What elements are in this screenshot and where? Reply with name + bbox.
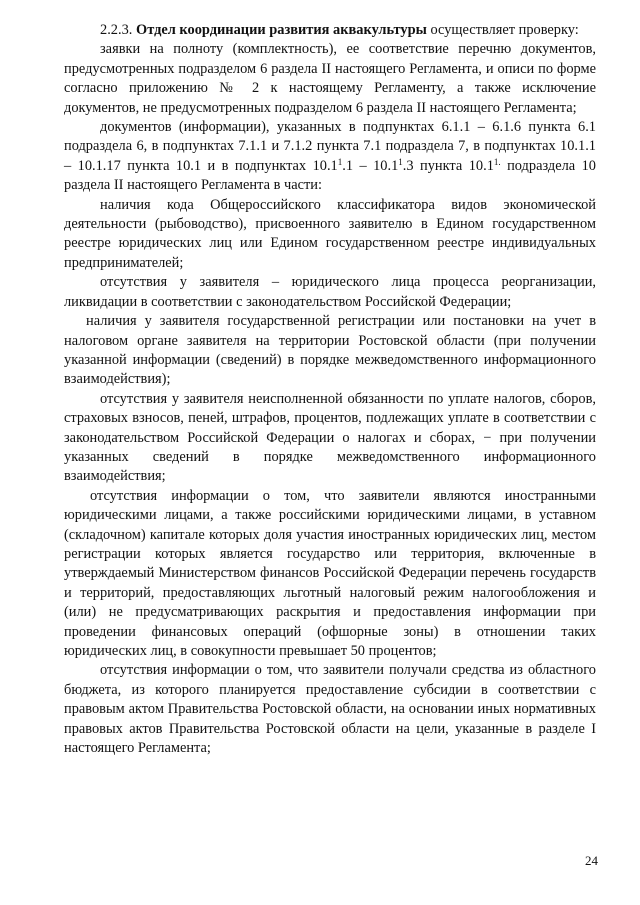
- paragraph-state-registration: наличия у заявителя государственной регистрации или постановки на учет в налоговом органе заявителя на территории Ростовской области (при получении указанной информации (сведений) в порядке межведомственного информационного взаимодействия);: [64, 313, 596, 388]
- section-lead-tail: осуществляет проверку:: [430, 22, 579, 38]
- section-lead-paragraph: [64, 21, 596, 40]
- paragraph-documents-text-c: .3 пункта 10.1: [402, 157, 494, 174]
- paragraph-documents-subpoints: [64, 118, 596, 196]
- section-title: Отдел координации развития аквакультуры: [136, 22, 427, 38]
- paragraph-no-offshore: отсутствия информации о том, что заявители являются иностранными юридическими лицами, а также российскими юридическими лицами, в уставном (складочном) капитале которых доля участия иностранных юридических лиц, местом регистрации которых является государство или территория, включенные в утверждаемый Министерством финансов Российской Федерации перечень государств и территорий, предоставляющих льготный налоговый режим налогообложения и (или) не предусматривающих раскрытия и предоставления информации при проведении финансовых операций (офшорные зоны) в отношении таких юридических лиц, в совокупности превышает 50 процентов;: [64, 487, 596, 659]
- page-content: [64, 21, 596, 758]
- paragraph-documents-text-a: документов (информации), указанных в подпунктах 6.1.1 – 6.1.6 пункта 6.1 подраздела 6, в подпунктах 7.1.1 и 7.1.2 пункта 7.1 подраздела 7, в подпунктах 10.1.1 – 10.1.17 пункта 10.1 и в подпунктах 10.1: [64, 119, 596, 174]
- superscript-1: 1: [337, 156, 343, 167]
- paragraph-no-reorganization: отсутствия у заявителя – юридического лица процесса реорганизации, ликвидации в соответствии с законодательством Российской Федерации;: [64, 274, 596, 310]
- paragraph-documents-text-d: подраздела 10 раздела II настоящего Регламента в части:: [64, 157, 596, 194]
- superscript-2: 1: [398, 156, 403, 167]
- paragraph-documents-text-b: .1 – 10.1: [342, 157, 399, 174]
- page-number: 24: [585, 853, 598, 868]
- superscript-3: 1.: [493, 156, 501, 167]
- paragraph-no-tax-debt: отсутствия у заявителя неисполненной обязанности по уплате налогов, сборов, страховых взносов, пеней, штрафов, процентов, подлежащих уплате в соответствии с законодательством Российской Федерации о налогах и сборах, − при получении указанных сведений в порядке межведомственного информационного взаимодействия;: [64, 390, 596, 485]
- section-number: 2.2.3.: [100, 22, 133, 38]
- paragraph-application-completeness: заявки на полноту (комплектность), ее соответствие перечню документов, предусмотренных подразделом 6 раздела II настоящего Регламента, и описи по форме согласно приложению № 2 к настоящему Регламенту, а также исключение документов, не предусмотренных подразделом 6 раздела II настоящего Регламента;: [64, 41, 596, 116]
- paragraph-no-budget-funds: отсутствия информации о том, что заявители получали средства из областного бюджета, из которого планируется предоставление субсидии в соответствии с правовым актом Правительства Ростовской области, на основании иных нормативных правовых актов Правительства Ростовской области на цели, указанные в разделе I настоящего Регламента;: [64, 662, 596, 757]
- paragraph-okved-code: наличия кода Общероссийского классификатора видов экономической деятельности (рыбоводство), присвоенного заявителю в Едином государственном реестре юридических лиц или Едином государственном реестре индивидуальных предпринимателей;: [64, 196, 596, 271]
